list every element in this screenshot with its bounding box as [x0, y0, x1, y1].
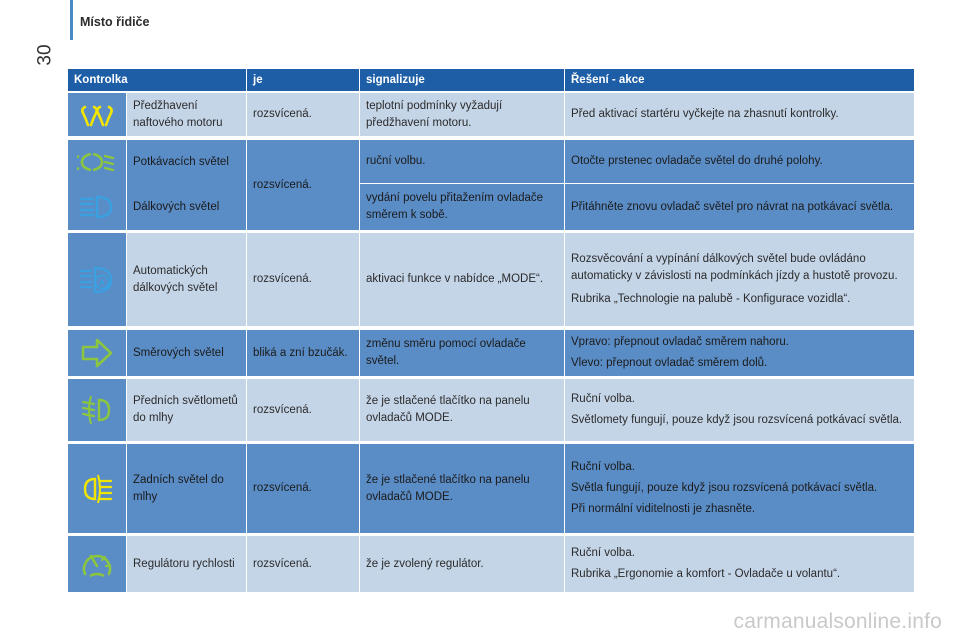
- section-title: Místo řidiče: [80, 15, 150, 29]
- direction-indicator-icon-cell: [68, 330, 126, 376]
- rear-fog-lamp-icon-cell: [68, 444, 126, 533]
- page-number: 30: [34, 44, 56, 66]
- table-cell: že je zvolený regulátor.: [360, 536, 564, 592]
- table-cell: rozsvícená.: [247, 233, 359, 326]
- table-cell: rozsvícená.: [247, 536, 359, 592]
- column-header-je: je: [247, 69, 359, 91]
- table-cell: Předních světlometů do mlhy: [127, 379, 246, 441]
- column-header-reseni: Řešení - akce: [565, 69, 914, 91]
- table-cell: Přitáhněte znovu ovladač světel pro návrat na potkávací světla.: [565, 184, 914, 230]
- column-header-signalizuje: signalizuje: [360, 69, 564, 91]
- watermark: carmanualsonline.info: [733, 610, 942, 633]
- glow-plug-icon: [77, 97, 117, 133]
- dipped-beam-icon-cell: [68, 140, 126, 184]
- table-cell: Vpravo: přepnout ovladač směrem nahoru. Vlevo: přepnout ovladač směrem dolů.: [565, 330, 914, 376]
- front-fog-lamp-icon: [77, 392, 117, 428]
- table-cell: teplotní podmínky vyžadují předžhavení motoru.: [360, 93, 564, 136]
- table-cell: Ruční volba. Světla fungují, pouze když jsou rozsvícená potkávací světla. Při normální viditelnosti je zhasněte.: [565, 444, 914, 533]
- table-cell: rozsvícená.: [247, 93, 359, 136]
- table-cell: bliká a zní bzučák.: [247, 330, 359, 376]
- table-cell: změnu směru pomocí ovladače světel.: [360, 330, 564, 376]
- table-cell: Ruční volba. Světlomety fungují, pouze když jsou rozsvícená potkávací světla.: [565, 379, 914, 441]
- automatic-main-beam-icon-cell: [68, 233, 126, 326]
- table-cell: Předžhavení naftového motoru: [127, 93, 246, 136]
- table-cell: rozsvícená.: [247, 444, 359, 533]
- table-cell: rozsvícená.: [247, 140, 359, 230]
- cruise-control-icon-cell: [68, 536, 126, 592]
- automatic-main-beam-icon: [77, 262, 117, 298]
- main-beam-icon-cell: [68, 184, 126, 230]
- table-cell: Automatických dálkových světel: [127, 233, 246, 326]
- table-cell: Ruční volba. Rubrika „Ergonomie a komfort - Ovladače u volantu“.: [565, 536, 914, 592]
- front-fog-lamp-icon-cell: [68, 379, 126, 441]
- table-cell: Zadních světel do mlhy: [127, 444, 246, 533]
- table-cell: Před aktivací startéru vyčkejte na zhasnutí kontrolky.: [565, 93, 914, 136]
- dipped-beam-icon: [77, 144, 117, 180]
- cruise-control-icon: [77, 546, 117, 582]
- table-cell: aktivaci funkce v nabídce „MODE“.: [360, 233, 564, 326]
- table-cell: Otočte prstenec ovladače světel do druhé polohy.: [565, 140, 914, 183]
- svg-text:A: A: [98, 277, 106, 287]
- main-beam-icon: [77, 189, 117, 225]
- table-cell: ruční volbu.: [360, 140, 564, 183]
- table-cell: že je stlačené tlačítko na panelu ovladačů MODE.: [360, 379, 564, 441]
- table-cell: Rozsvěcování a vypínání dálkových světel bude ovládáno automaticky v závislosti na podmínkách jízdy a hustotě provozu. Rubrika „Technologie na palubě - Konfigurace vozidla“.: [565, 233, 914, 326]
- table-cell: že je stlačené tlačítko na panelu ovladačů MODE.: [360, 444, 564, 533]
- rear-fog-lamp-icon: [77, 471, 117, 507]
- glow-plug-icon-cell: [68, 93, 126, 136]
- table-cell: vydání povelu přitažením ovladače směrem k sobě.: [360, 184, 564, 230]
- table-cell: Regulátoru rychlosti: [127, 536, 246, 592]
- direction-indicator-icon: [77, 335, 117, 371]
- column-header-kontrolka: Kontrolka: [68, 69, 246, 91]
- table-cell: Dálkových světel: [127, 184, 246, 230]
- table-cell: Směrových světel: [127, 330, 246, 376]
- section-marker: [70, 0, 73, 40]
- table-cell: rozsvícená.: [247, 379, 359, 441]
- table-cell: Potkávacích světel: [127, 140, 246, 184]
